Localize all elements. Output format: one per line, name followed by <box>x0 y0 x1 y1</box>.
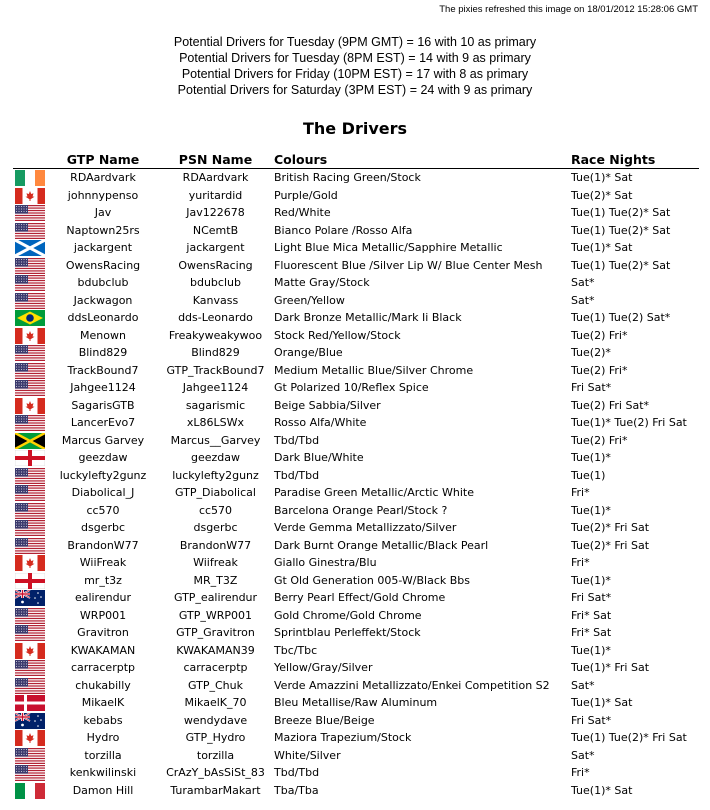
table-row <box>13 362 699 380</box>
usa-flag-icon <box>15 223 47 239</box>
table-row <box>13 187 699 205</box>
usa-flag-icon <box>15 625 47 641</box>
race-nights-cell: Tue(2)* Fri Sat <box>571 521 650 535</box>
psn-name-cell: GTP_Hydro <box>185 731 246 745</box>
usa-flag-icon <box>15 363 47 379</box>
gtp-name-cell: Hydro <box>86 731 120 745</box>
table-row <box>13 344 699 362</box>
table-row <box>13 169 699 187</box>
psn-name-cell: carracerptp <box>183 661 248 675</box>
colours-cell: Yellow/Gray/Silver <box>274 661 373 675</box>
flag-cell <box>13 694 47 712</box>
table-row <box>13 239 699 257</box>
race-nights-cell: Tue(1) Tue(2)* Sat <box>571 206 671 220</box>
psn-name-cell: Kanvass <box>192 293 239 307</box>
gtp-name-cell: Blind829 <box>78 346 128 360</box>
colours-cell: Dark Bronze Metallic/Mark Ii Black <box>274 311 462 325</box>
canada-flag-icon <box>15 398 47 414</box>
flag-cell <box>13 292 47 310</box>
psn-name-header: PSN Name <box>157 151 272 169</box>
psn-name-cell: cc570 <box>198 503 233 517</box>
psn-name-cell: yuritardid <box>188 188 243 202</box>
table-row <box>13 274 699 292</box>
flag-cell <box>13 677 47 695</box>
table-row <box>13 414 699 432</box>
psn-name-cell: luckylefty2gunz <box>172 468 259 482</box>
gtp-name-cell: BrandonW77 <box>67 538 139 552</box>
race-nights-cell: Tue(1)* <box>571 451 611 465</box>
summary-line: Potential Drivers for Saturday (3PM EST) = 24 with 9 as primary <box>177 83 533 97</box>
psn-name-cell: GTP_Gravitron <box>176 626 255 640</box>
psn-name-cell: Jahgee1124 <box>182 381 249 395</box>
flag-cell <box>13 484 47 502</box>
table-row <box>13 257 699 275</box>
colours-cell: Medium Metallic Blue/Silver Chrome <box>274 363 474 377</box>
gtp-name-cell: Jackwagon <box>73 293 133 307</box>
usa-flag-icon <box>15 468 47 484</box>
gtp-name-cell: torzilla <box>84 748 122 762</box>
table-row <box>13 519 699 537</box>
colours-cell: Giallo Ginestra/Blu <box>274 556 377 570</box>
usa-flag-icon <box>15 538 47 554</box>
flag-cell <box>13 257 47 275</box>
table-row <box>13 782 699 800</box>
table-row <box>13 397 699 415</box>
usa-flag-icon <box>15 345 47 361</box>
flag-cell <box>13 554 47 572</box>
gtp-name-cell: kenkwilinski <box>69 766 137 780</box>
gtp-name-cell: geezdaw <box>78 451 128 465</box>
gtp-name-cell: cc570 <box>86 503 120 517</box>
flag-cell <box>13 414 47 432</box>
colours-cell: Green/Yellow <box>274 293 345 307</box>
usa-flag-icon <box>15 485 47 501</box>
race-nights-cell: Tue(2)* <box>571 346 611 360</box>
usa-flag-icon <box>15 415 47 431</box>
gtp-name-cell: Jahgee1124 <box>70 381 136 395</box>
flag-cell <box>13 467 47 485</box>
psn-name-cell: KWAKAMAN39 <box>176 643 255 657</box>
race-nights-cell: Tue(2) Fri Sat* <box>571 398 650 412</box>
race-nights-cell: Tue(1)* <box>571 573 611 587</box>
race-nights-cell: Tue(1)* Tue(2) Fri Sat <box>571 416 687 430</box>
table-row <box>13 694 699 712</box>
flag-cell <box>13 204 47 222</box>
psn-name-cell: GTP_Chuk <box>188 678 243 692</box>
colours-cell: Tbd/Tbd <box>274 468 320 482</box>
gtp-name-cell: SagarisGTB <box>71 398 135 412</box>
gtp-name-header: GTP Name <box>47 151 157 169</box>
gtp-name-cell: RDAardvark <box>70 171 136 185</box>
psn-name-cell: MikaelK_70 <box>184 696 247 710</box>
psn-name-cell: GTP_WRP001 <box>178 608 253 622</box>
race-nights-cell: Tue(1) Tue(2) Sat* <box>571 311 671 325</box>
colours-cell: Tba/Tba <box>274 783 319 797</box>
colours-cell: Sprintblau Perleffekt/Stock <box>274 626 421 640</box>
jamaica-flag-icon <box>15 433 47 449</box>
table-row <box>13 537 699 555</box>
summary-line: Potential Drivers for Tuesday (8PM EST) = 14 with 9 as primary <box>179 51 531 65</box>
gtp-name-cell: Menown <box>80 328 126 342</box>
psn-name-cell: GTP_ealirendur <box>173 591 258 605</box>
usa-flag-icon <box>15 380 47 396</box>
colours-cell: Gt Polarized 10/Reflex Spice <box>274 381 429 395</box>
race-nights-cell: Tue(1)* <box>571 643 611 657</box>
gtp-name-cell: luckylefty2gunz <box>59 468 147 482</box>
psn-name-cell: Jav122678 <box>186 206 245 220</box>
colours-cell: Stock Red/Yellow/Stock <box>274 328 401 342</box>
colours-cell: White/Silver <box>274 748 341 762</box>
gtp-name-cell: OwensRacing <box>65 258 141 272</box>
colours-cell: Dark Burnt Orange Metallic/Black Pearl <box>274 538 489 552</box>
table-row <box>13 624 699 642</box>
flag-cell <box>13 432 47 450</box>
flag-cell <box>13 589 47 607</box>
colours-cell: Light Blue Mica Metallic/Sapphire Metallic <box>274 241 503 255</box>
denmark-flag-icon <box>15 695 47 711</box>
psn-name-cell: NCemtB <box>192 223 239 237</box>
flag-cell <box>13 642 47 660</box>
gtp-name-cell: Damon Hill <box>72 783 134 797</box>
race-nights-cell: Tue(1)* Sat <box>571 241 633 255</box>
psn-name-cell: Freakyweakywoo <box>168 328 263 342</box>
gtp-name-cell: carracerptp <box>71 661 135 675</box>
race-nights-cell: Fri* Sat <box>571 626 612 640</box>
race-nights-cell: Fri Sat* <box>571 591 612 605</box>
race-nights-cell: Fri* <box>571 486 590 500</box>
colours-cell: Maziora Trapezium/Stock <box>274 731 412 745</box>
race-nights-cell: Fri* <box>571 766 590 780</box>
colours-cell: Fluorescent Blue /Silver Lip W/ Blue Center Mesh <box>274 258 543 272</box>
australia-flag-icon <box>15 590 47 606</box>
race-nights-cell: Fri Sat* <box>571 713 612 727</box>
colours-cell: Gold Chrome/Gold Chrome <box>274 608 422 622</box>
colours-cell: Paradise Green Metallic/Arctic White <box>274 486 474 500</box>
table-row <box>13 659 699 677</box>
race-nights-cell: Sat* <box>571 678 595 692</box>
psn-name-cell: torzilla <box>196 748 235 762</box>
psn-name-cell: GTP_TrackBound7 <box>166 363 265 377</box>
gtp-name-cell: MikaelK <box>81 696 125 710</box>
gtp-name-cell: kebabs <box>83 713 123 727</box>
flag-cell <box>13 764 47 782</box>
gtp-name-cell: johnnypenso <box>67 188 139 202</box>
canada-flag-icon <box>15 555 47 571</box>
colours-cell: Barcelona Orange Pearl/Stock ? <box>274 503 448 517</box>
race-nights-cell: Fri* <box>571 556 590 570</box>
colours-cell: Bleu Metallise/Raw Aluminum <box>274 696 438 710</box>
gtp-name-cell: bdubclub <box>77 276 129 290</box>
flag-cell <box>13 537 47 555</box>
race-nights-cell: Tue(2)* Sat <box>571 188 633 202</box>
gtp-name-cell: jackargent <box>73 241 133 255</box>
colours-cell: Tbd/Tbd <box>274 766 320 780</box>
psn-name-cell: OwensRacing <box>178 258 253 272</box>
gtp-name-cell: LancerEvo7 <box>70 416 136 430</box>
gtp-name-cell: mr_t3z <box>84 573 122 587</box>
table-header-row <box>13 151 699 169</box>
ireland-flag-icon <box>15 170 47 186</box>
gtp-name-cell: Marcus Garvey <box>61 433 145 447</box>
table-row <box>13 589 699 607</box>
flag-cell <box>13 222 47 240</box>
flag-cell <box>13 572 47 590</box>
england-flag-icon <box>15 450 47 466</box>
psn-name-cell: GTP_Diabolical <box>175 486 256 500</box>
usa-flag-icon <box>15 660 47 676</box>
usa-flag-icon <box>15 275 47 291</box>
race-nights-cell: Tue(1)* Sat <box>571 783 633 797</box>
psn-name-cell: sagarismic <box>185 398 246 412</box>
flag-cell <box>13 449 47 467</box>
race-nights-cell: Tue(2) Fri* <box>571 363 628 377</box>
drivers-table <box>13 151 699 799</box>
table-row <box>13 222 699 240</box>
usa-flag-icon <box>15 748 47 764</box>
gtp-name-cell: chukabilly <box>75 678 131 692</box>
flag-cell <box>13 239 47 257</box>
gtp-name-cell: TrackBound7 <box>67 363 139 377</box>
psn-name-cell: BrandonW77 <box>179 538 252 552</box>
race-nights-cell: Tue(1)* Sat <box>571 171 633 185</box>
race-nights-cell: Sat* <box>571 293 595 307</box>
table-row <box>13 484 699 502</box>
colours-cell: Breeze Blue/Beige <box>274 713 375 727</box>
colours-cell: Rosso Alfa/White <box>274 416 367 430</box>
table-row <box>13 729 699 747</box>
flag-cell <box>13 327 47 345</box>
race-nights-cell: Tue(2)* Fri Sat <box>571 538 650 552</box>
colours-cell: Bianco Polare /Rosso Alfa <box>274 223 413 237</box>
gtp-name-cell: KWAKAMAN <box>70 643 136 657</box>
canada-flag-icon <box>15 643 47 659</box>
flag-cell <box>13 379 47 397</box>
table-row <box>13 449 699 467</box>
table-row <box>13 432 699 450</box>
colours-cell: Gt Old Generation 005-W/Black Bbs <box>274 573 471 587</box>
flag-cell <box>13 309 47 327</box>
colours-cell: Dark Blue/White <box>274 451 364 465</box>
race-nights-cell: Tue(1)* Sat <box>571 696 633 710</box>
race-nights-cell: Fri Sat* <box>571 381 612 395</box>
colours-cell: Orange/Blue <box>274 346 343 360</box>
race-nights-cell: Tue(1) Tue(2)* Sat <box>571 223 671 237</box>
flag-cell <box>13 187 47 205</box>
page-title: The Drivers <box>302 119 408 138</box>
usa-flag-icon <box>15 678 47 694</box>
race-nights-cell: Tue(1) <box>571 468 606 482</box>
table-row <box>13 572 699 590</box>
flag-cell <box>13 502 47 520</box>
brazil-flag-icon <box>15 310 47 326</box>
colours-cell: Berry Pearl Effect/Gold Chrome <box>274 591 446 605</box>
table-row <box>13 747 699 765</box>
italy-flag-icon <box>15 783 47 799</box>
england-flag-icon <box>15 573 47 589</box>
canada-flag-icon <box>15 730 47 746</box>
flag-cell <box>13 344 47 362</box>
driver-summary <box>0 34 710 98</box>
table-row <box>13 642 699 660</box>
race-nights-cell: Tue(1)* Fri Sat <box>571 661 650 675</box>
psn-name-cell: dsgerbc <box>193 521 238 535</box>
race-nights-cell: Sat* <box>571 748 595 762</box>
colours-cell: Matte Gray/Stock <box>274 276 370 290</box>
colours-cell: Red/White <box>274 206 331 220</box>
flag-cell <box>13 169 47 187</box>
gtp-name-cell: WiiFreak <box>79 556 127 570</box>
table-row <box>13 607 699 625</box>
colours-cell: Tbd/Tbd <box>274 433 320 447</box>
table-row <box>13 677 699 695</box>
race-nights-cell: Tue(1) Tue(2)* Sat <box>571 258 671 272</box>
psn-name-cell: geezdaw <box>190 451 240 465</box>
flag-cell <box>13 782 47 800</box>
colours-cell: British Racing Green/Stock <box>274 171 421 185</box>
psn-name-cell: CrAzY_bAsSiSt_83 <box>166 766 265 780</box>
psn-name-cell: MR_T3Z <box>193 573 238 587</box>
flag-cell <box>13 659 47 677</box>
canada-flag-icon <box>15 188 47 204</box>
colours-cell: Tbc/Tbc <box>274 643 318 657</box>
psn-name-cell: bdubclub <box>190 276 241 290</box>
table-row <box>13 292 699 310</box>
flag-cell <box>13 747 47 765</box>
race-nights-cell: Tue(1)* <box>571 503 611 517</box>
australia-flag-icon <box>15 713 47 729</box>
gtp-name-cell: WRP001 <box>79 608 127 622</box>
psn-name-cell: TurambarMakart <box>170 783 261 797</box>
usa-flag-icon <box>15 293 47 309</box>
table-row <box>13 502 699 520</box>
usa-flag-icon <box>15 205 47 221</box>
psn-name-cell: Wiifreak <box>193 556 238 570</box>
colours-cell: Verde Amazzini Metallizzato/Enkei Competition S2 <box>274 678 550 692</box>
gtp-name-cell: ddsLeonardo <box>67 311 139 325</box>
race-nights-cell: Tue(2) Fri* <box>571 328 628 342</box>
table-row <box>13 467 699 485</box>
summary-line: Potential Drivers for Tuesday (9PM GMT) = 16 with 10 as primary <box>173 35 537 49</box>
race-nights-cell: Tue(2) Fri* <box>571 433 628 447</box>
gtp-name-cell: dsgerbc <box>80 521 126 535</box>
psn-name-cell: dds-Leonardo <box>178 311 253 325</box>
table-row <box>13 327 699 345</box>
gtp-name-cell: ealirendur <box>74 591 132 605</box>
flag-cell <box>13 519 47 537</box>
flag-cell <box>13 712 47 730</box>
refresh-timestamp: The pixies refreshed this image on 18/01/2012 15:28:06 GMT <box>439 4 698 15</box>
flag-cell <box>13 274 47 292</box>
gtp-name-cell: Diabolical_J <box>71 486 135 500</box>
race-nights-cell: Tue(1) Tue(2)* Fri Sat <box>571 731 687 745</box>
table-row <box>13 204 699 222</box>
race-nights-cell: Sat* <box>571 276 595 290</box>
table-row <box>13 712 699 730</box>
usa-flag-icon <box>15 765 47 781</box>
psn-name-cell: Marcus__Garvey <box>170 433 261 447</box>
flag-cell <box>13 607 47 625</box>
colours-header: Colours <box>272 151 569 169</box>
scotland-flag-icon <box>15 240 47 256</box>
colours-cell: Verde Gemma Metallizzato/Silver <box>274 521 457 535</box>
flag-cell <box>13 624 47 642</box>
usa-flag-icon <box>15 608 47 624</box>
flag-cell <box>13 362 47 380</box>
summary-line: Potential Drivers for Friday (10PM EST) = 17 with 8 as primary <box>181 67 529 81</box>
race-nights-header: Race Nights <box>569 151 699 169</box>
psn-name-cell: wendydave <box>183 713 248 727</box>
usa-flag-icon <box>15 520 47 536</box>
colours-cell: Beige Sabbia/Silver <box>274 398 381 412</box>
flag-column-header <box>13 151 47 169</box>
flag-cell <box>13 729 47 747</box>
table-row <box>13 764 699 782</box>
table-row <box>13 379 699 397</box>
usa-flag-icon <box>15 503 47 519</box>
psn-name-cell: jackargent <box>186 241 245 255</box>
psn-name-cell: Blind829 <box>191 346 240 360</box>
colours-cell: Purple/Gold <box>274 188 338 202</box>
race-nights-cell: Fri* Sat <box>571 608 612 622</box>
gtp-name-cell: Gravitron <box>77 626 129 640</box>
psn-name-cell: xL86LSWx <box>186 416 245 430</box>
flag-cell <box>13 397 47 415</box>
usa-flag-icon <box>15 258 47 274</box>
gtp-name-cell: Jav <box>94 206 112 220</box>
table-row <box>13 309 699 327</box>
psn-name-cell: RDAardvark <box>182 171 249 185</box>
table-row <box>13 554 699 572</box>
gtp-name-cell: Naptown25rs <box>66 223 140 237</box>
canada-flag-icon <box>15 328 47 344</box>
